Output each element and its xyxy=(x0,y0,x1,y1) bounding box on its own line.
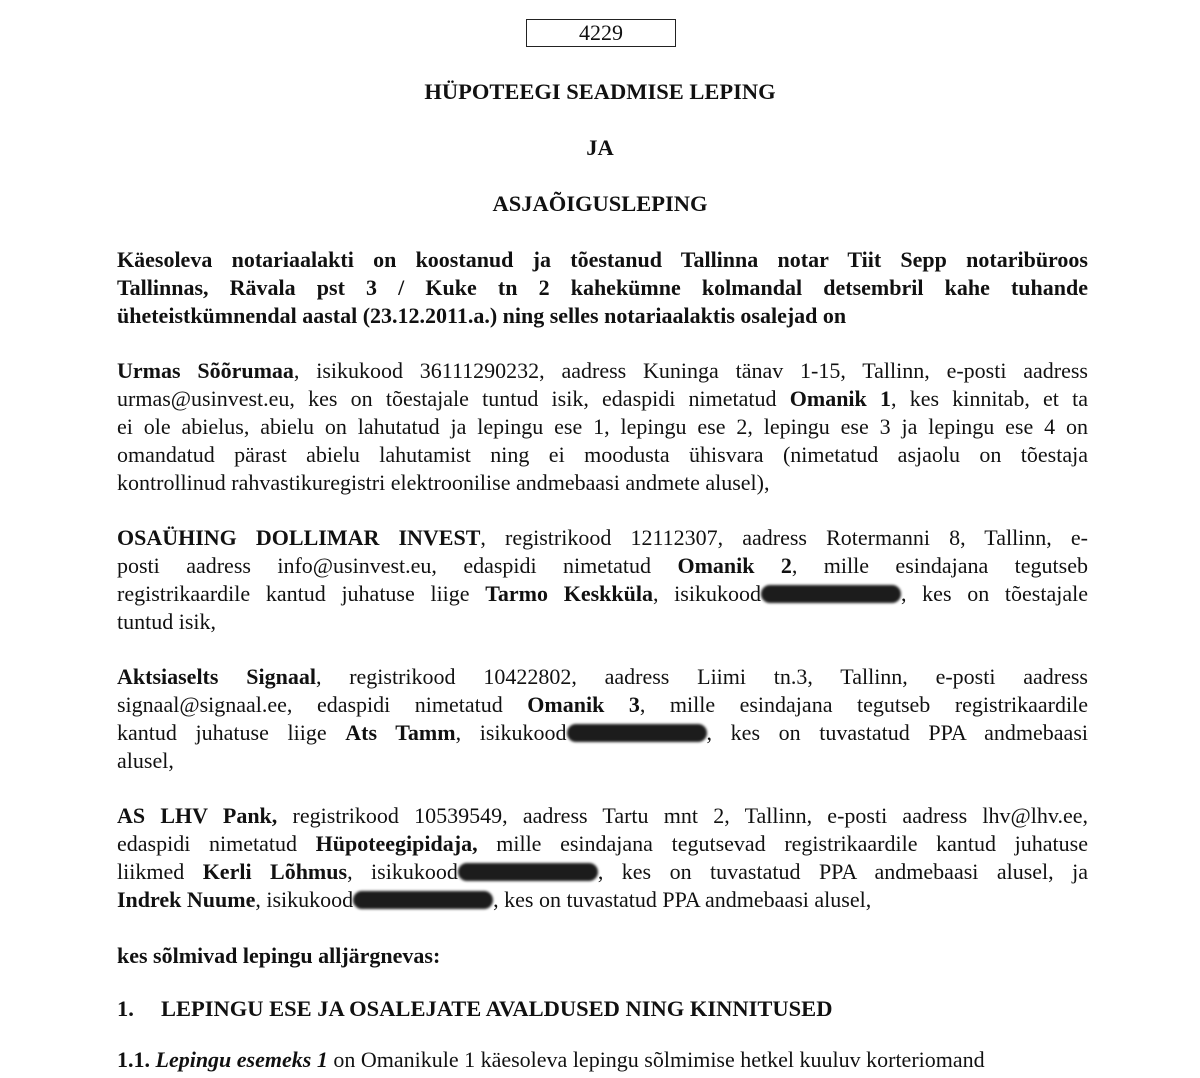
party-text: posti aadress info@usinvest.eu, edaspidi nimetatud xyxy=(117,553,678,578)
party-text: registrikaardile kantud juhatuse liige xyxy=(117,581,486,606)
party-line xyxy=(117,802,1088,830)
party-text: kantud juhatuse liige xyxy=(117,720,346,745)
party-name: OSAÜHING DOLLIMAR INVEST xyxy=(117,525,481,550)
party-line: tuntud isik, xyxy=(117,609,217,634)
section-heading-1 xyxy=(117,995,832,1023)
representative-name: Tarmo Keskküla xyxy=(485,581,653,606)
party-text: mille esindajana tegutsevad registrikaardile kantud juhatuse xyxy=(477,831,1088,856)
clause-text: on Omanikule 1 käesoleva lepingu sõlmimise hetkel kuuluv korteriomand xyxy=(327,1047,985,1072)
party-line: ei ole abielus, abielu on lahutatud ja lepingu ese 1, lepingu ese 2, lepingu ese 3 ja lepingu ese 4 on xyxy=(117,414,1088,439)
document-title-conjunction: JA xyxy=(586,135,614,160)
redacted-id-code xyxy=(567,724,707,742)
closing-line xyxy=(117,942,1088,970)
party-line xyxy=(117,886,1088,914)
party-role: Hüpoteegipidaja, xyxy=(315,831,478,856)
party-text: edaspidi nimetatud xyxy=(117,831,316,856)
party-text: , kes on tõestajale xyxy=(900,581,1088,606)
party-text: urmas@usinvest.eu, kes on tõestajale tuntud isik, edaspidi nimetatud xyxy=(117,386,790,411)
party-role: Omanik 3 xyxy=(527,692,640,717)
party-paragraph-owner-2 xyxy=(117,524,1088,636)
clause-1-1 xyxy=(117,1046,1088,1074)
party-name: AS LHV Pank, xyxy=(117,803,278,828)
clause-number: 1.1. xyxy=(117,1047,150,1072)
party-paragraph-owner-1 xyxy=(117,357,1088,497)
intro-line: Tallinnas, Rävala pst 3 / Kuke tn 2 kahekümne kolmandal detsembril kahe tuhande xyxy=(117,275,1088,300)
party-line xyxy=(117,663,1088,691)
party-text: , kes on tuvastatud PPA andmebaasi alusel, ja xyxy=(597,859,1089,884)
party-text: , registrikood 10422802, aadress Liimi tn.3, Tallinn, e-posti aadress xyxy=(315,664,1088,689)
party-line xyxy=(117,357,1088,385)
redacted-id-code xyxy=(353,891,493,909)
representative-name: Indrek Nuume xyxy=(117,887,256,912)
party-text: , isikukood xyxy=(347,859,458,884)
party-role: Omanik 1 xyxy=(789,386,891,411)
party-text: , kes kinnitab, et ta xyxy=(890,386,1088,411)
closing-text: kes sõlmivad lepingu alljärgnevas: xyxy=(117,943,441,968)
party-line xyxy=(117,552,1088,580)
party-text: , mille esindajana tegutseb xyxy=(791,553,1088,578)
section-number: 1. xyxy=(117,996,134,1021)
party-line xyxy=(117,858,1088,886)
party-name: Urmas Sõõrumaa xyxy=(117,358,294,383)
party-line xyxy=(117,580,1088,608)
party-text: liikmed xyxy=(117,859,203,884)
party-paragraph-mortgagee xyxy=(117,802,1088,914)
party-text: , registrikood 12112307, aadress Rotermanni 8, Tallinn, e- xyxy=(480,525,1089,550)
redacted-id-code xyxy=(761,585,901,603)
document-title: HÜPOTEEGI SEADMISE LEPING xyxy=(424,79,776,104)
redacted-id-code xyxy=(458,863,598,881)
section-title: LEPINGU ESE JA OSALEJATE AVALDUSED NING KINNITUSED xyxy=(161,996,833,1021)
party-name: Aktsiaselts Signaal xyxy=(117,664,316,689)
clause-term: Lepingu esemeks 1 xyxy=(155,1047,328,1072)
party-line xyxy=(117,719,1088,747)
party-text: , kes on tuvastatud PPA andmebaasi alusel, xyxy=(493,887,872,912)
party-text: , isikukood xyxy=(455,720,567,745)
party-text: , isikukood 36111290232, aadress Kuninga tänav 1-15, Tallinn, e-posti aadress xyxy=(293,358,1088,383)
party-line xyxy=(117,385,1088,413)
party-text: , isikukood xyxy=(652,581,761,606)
document-number-box: 4229 xyxy=(526,19,676,47)
party-line xyxy=(117,691,1088,719)
party-text: signaal@signaal.ee, edaspidi nimetatud xyxy=(117,692,528,717)
party-line xyxy=(117,524,1088,552)
party-text: registrikood 10539549, aadress Tartu mnt 2, Tallinn, e-posti aadress lhv@lhv.ee, xyxy=(277,803,1088,828)
party-paragraph-owner-3 xyxy=(117,663,1088,775)
representative-name: Ats Tamm xyxy=(345,720,456,745)
intro-line: Käesoleva notariaalakti on koostanud ja tõestanud Tallinna notar Tiit Sepp notaribüroos xyxy=(117,247,1088,272)
party-text: , mille esindajana tegutseb registrikaardile xyxy=(639,692,1088,717)
intro-line: üheteistkümnendal aastal (23.12.2011.a.) ning selles notariaalaktis osalejad on xyxy=(117,303,847,328)
party-line: omandatud pärast abielu lahutamist ning ei moodusta ühisvara (nimetatud asjaolu on tõestaja xyxy=(117,442,1088,467)
document-subtitle: ASJAÕIGUSLEPING xyxy=(492,191,708,216)
representative-name: Kerli Lõhmus xyxy=(202,859,348,884)
party-line xyxy=(117,830,1088,858)
party-line: kontrollinud rahvastikuregistri elektroonilise andmebaasi andmete alusel), xyxy=(117,470,770,495)
party-role: Omanik 2 xyxy=(677,553,792,578)
party-text: , kes on tuvastatud PPA andmebaasi xyxy=(706,720,1088,745)
intro-paragraph xyxy=(117,246,1088,330)
party-text: , isikukood xyxy=(255,887,354,912)
party-line: alusel, xyxy=(117,748,174,773)
